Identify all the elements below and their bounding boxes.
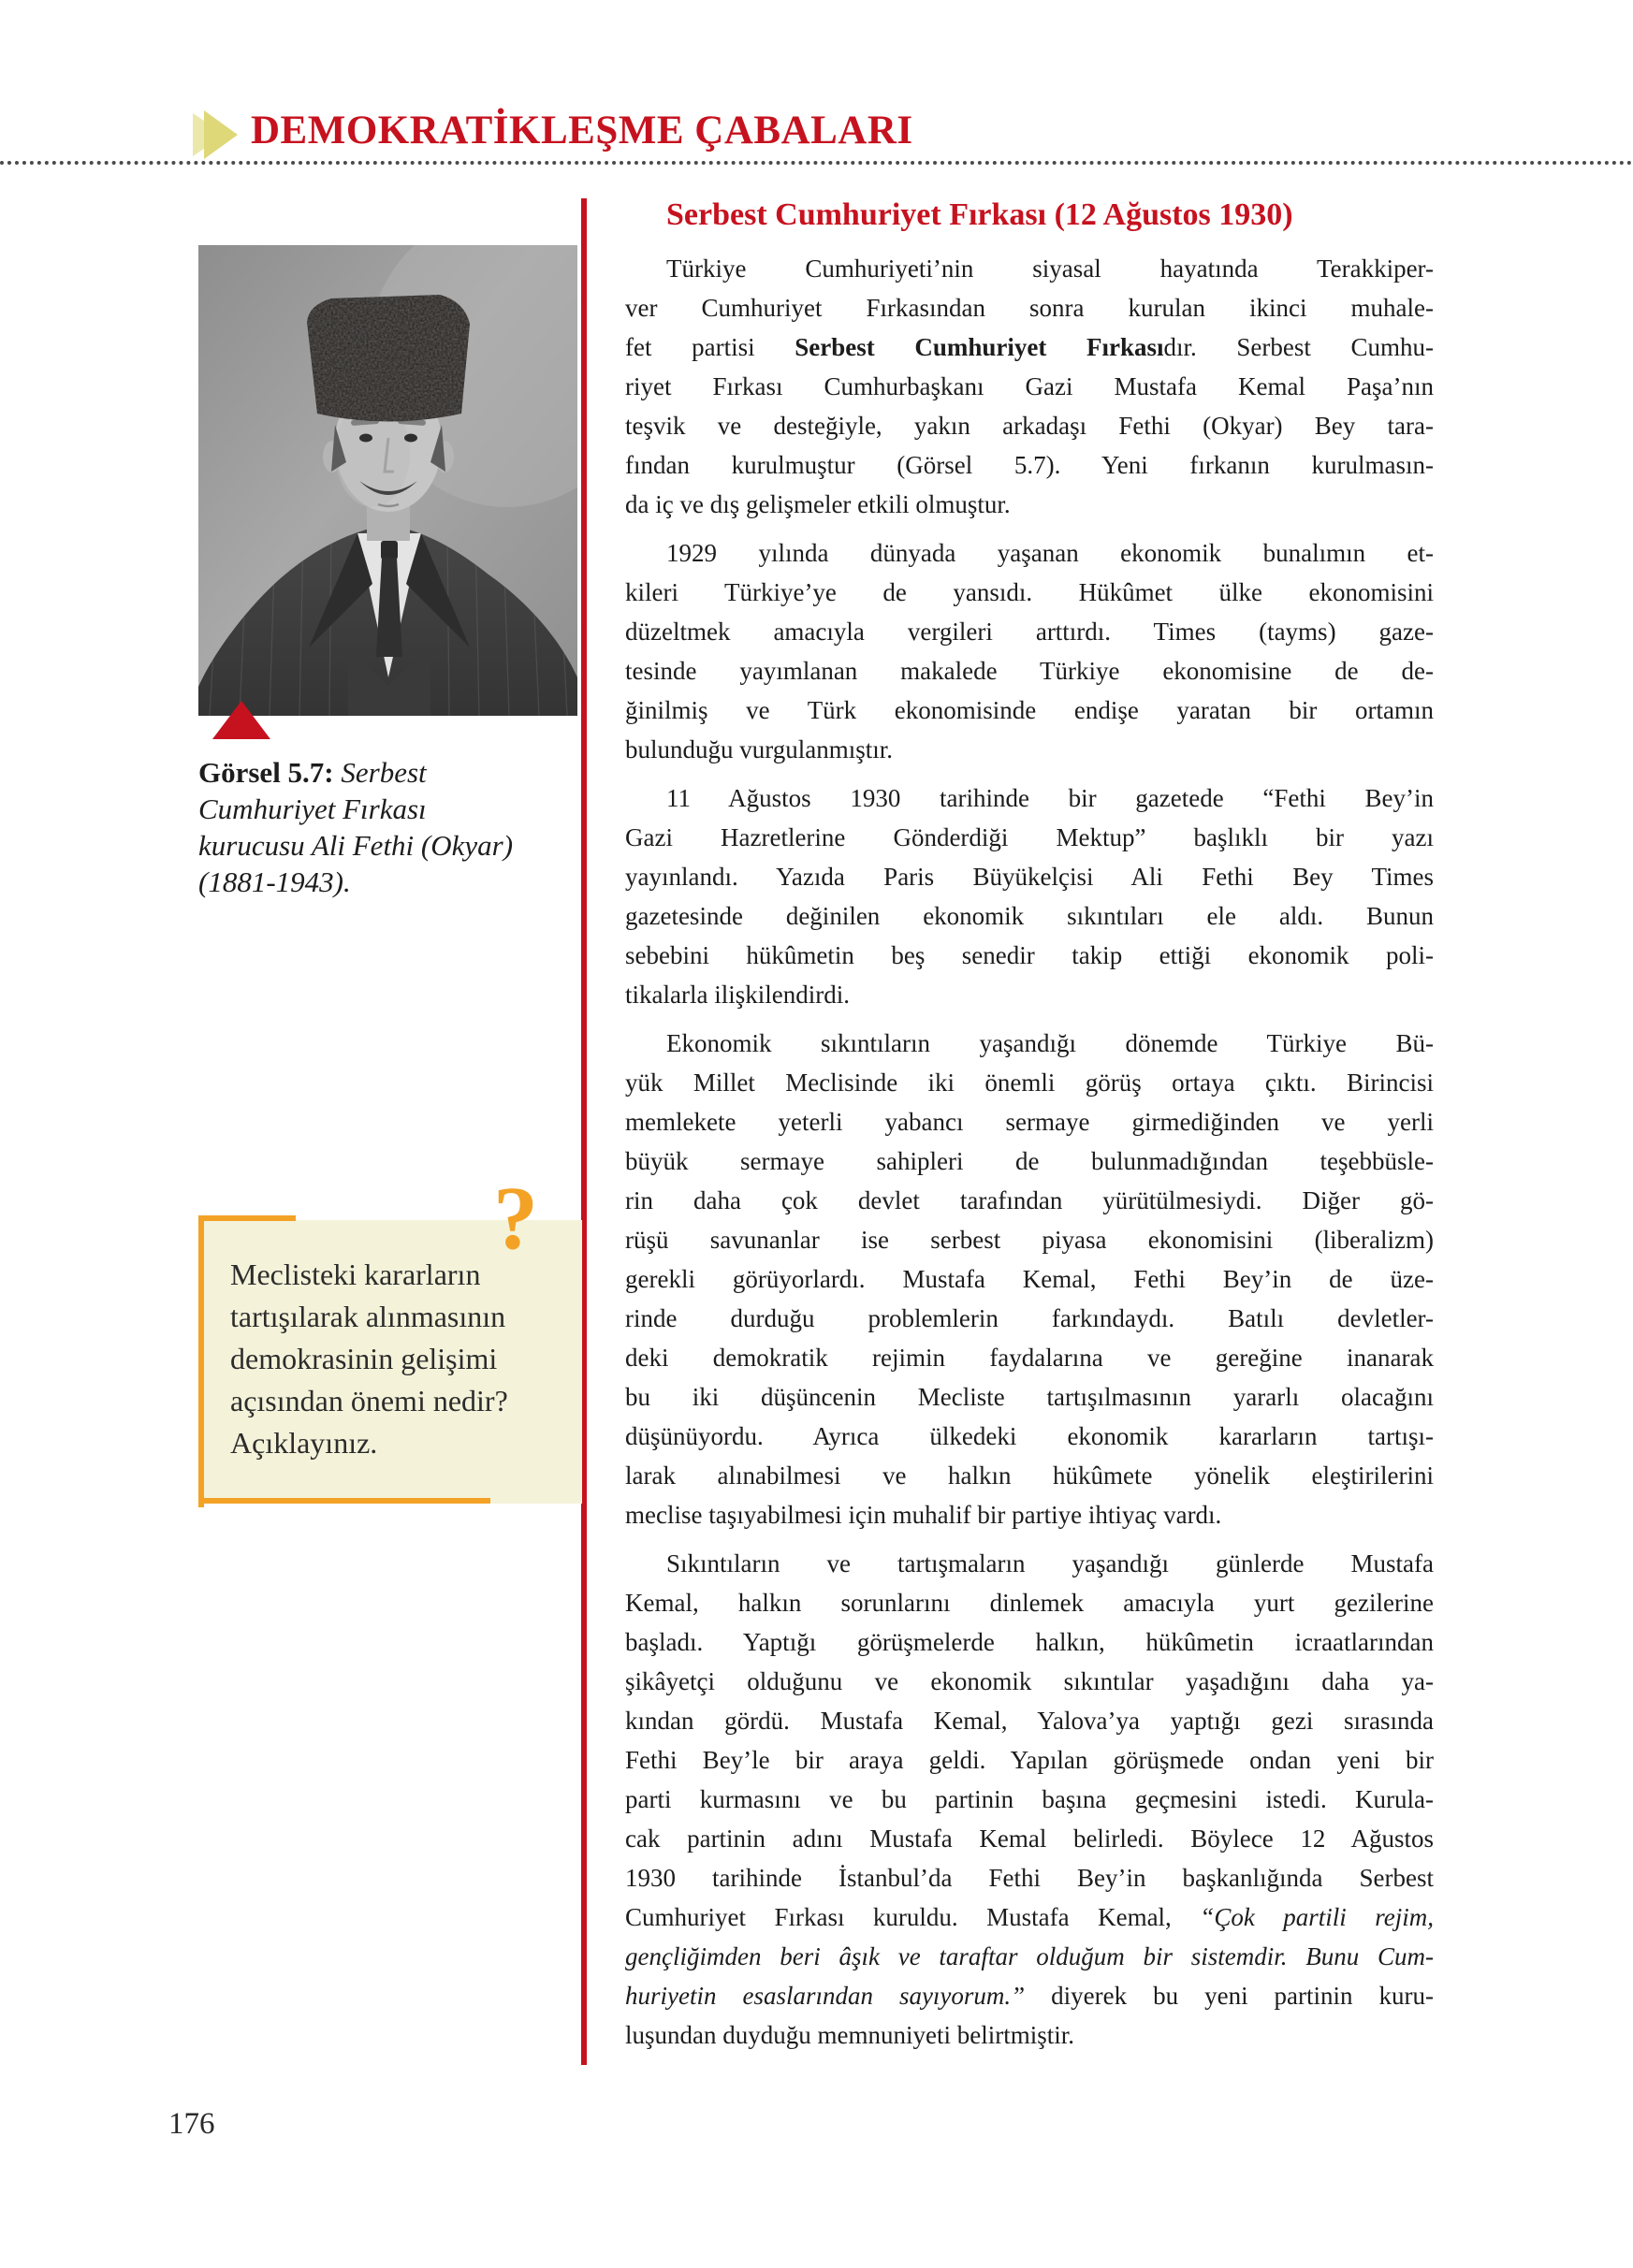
text-line: yayınlandı. Yazıda Paris Büyükelçisi Ali Fethi Bey Times xyxy=(625,863,1434,891)
text-line: kileri Türkiye’ye de yansıdı. Hükûmet ülke ekonomisini xyxy=(625,578,1434,606)
question-line: tartışılarak alınmasının xyxy=(230,1300,506,1333)
column-divider-rule xyxy=(581,198,587,2065)
article-column xyxy=(625,195,1434,2064)
text-line: ğinilmiş ve Türk ekonomisinde endişe yaratan bir ortamın xyxy=(625,696,1434,724)
text-line: başladı. Yaptığı görüşmelerde halkın, hükûmetin icraatlarından xyxy=(625,1628,1434,1656)
question-text xyxy=(230,1254,586,1464)
article-title: Serbest Cumhuriyet Fırkası (12 Ağustos 1930) xyxy=(666,197,1293,232)
caption-line: (1881-1943). xyxy=(198,865,351,898)
text-line: gençliğimden beri âşık ve taraftar olduğum bir sistemdir. Bunu Cum- xyxy=(625,1942,1434,1970)
article-paragraphs xyxy=(625,249,1434,2055)
text-line: büyük sermaye sahipleri de bulunmadığından teşebbüsle- xyxy=(625,1147,1434,1175)
question-box-border-left xyxy=(198,1215,204,1507)
text-line: gerekli görüyorlardı. Mustafa Kemal, Fethi Bey’in de üze- xyxy=(625,1265,1434,1293)
text-line: 1929 yılında dünyada yaşanan ekonomik bunalımın et- xyxy=(666,539,1434,567)
text-line: şikâyetçi olduğunu ve ekonomik sıkıntılar yaşadığını daha ya- xyxy=(625,1667,1434,1695)
text-line: yük Millet Meclisinde iki önemli görüş ortaya çıktı. Birincisi xyxy=(625,1069,1434,1097)
paragraph xyxy=(625,1024,1434,1534)
text-line: Türkiye Cumhuriyeti’nin siyasal hayatında Terakkiper- xyxy=(666,254,1434,283)
figure-marker-triangle-icon xyxy=(212,701,270,739)
text-line: luşundan duyduğu memnuniyeti belirtmiştir. xyxy=(625,2021,1074,2049)
paragraph xyxy=(625,778,1434,1014)
text-line: tikalarla ilişkilendirdi. xyxy=(625,981,850,1009)
text-line: 11 Ağustos 1930 tarihinde bir gazetede “Fethi Bey’in xyxy=(666,784,1434,812)
text-line: memlekete yeterli yabancı sermaye girmediğinden ve yerli xyxy=(625,1108,1434,1136)
text-line: Cumhuriyet Fırkası kuruldu. Mustafa Kemal, “Çok partili rejim, xyxy=(625,1903,1434,1931)
text-line: Ekonomik sıkıntıların yaşandığı dönemde Türkiye Bü- xyxy=(666,1029,1434,1057)
text-line: düşünüyordu. Ayrıca ülkedeki ekonomik kararların tartışı- xyxy=(625,1422,1434,1450)
text-line: teşvik ve desteğiyle, yakın arkadaşı Fethi (Okyar) Bey tara- xyxy=(625,412,1434,440)
text-line: deki demokratik rejimin faydalarına ve gereğine inanarak xyxy=(625,1344,1434,1372)
text-line: Kemal, halkın sorunlarını dinlemek amacıyla yurt gezilerine xyxy=(625,1589,1434,1617)
text-line: rüşü savunanlar ise serbest piyasa ekonomisini (liberalizm) xyxy=(625,1226,1434,1254)
text-line: fet partisi Serbest Cumhuriyet Fırkasıdır. Serbest Cumhu- xyxy=(625,333,1434,361)
caption-line: Görsel 5.7: Serbest xyxy=(198,756,427,789)
text-line: fından kurulmuştur (Görsel 5.7). Yeni fırkanın kurulmasın- xyxy=(625,451,1434,479)
question-line: açısından önemi nedir? xyxy=(230,1384,508,1418)
page-number: 176 xyxy=(168,2107,215,2141)
text-line: 1930 tarihinde İstanbul’da Fethi Bey’in başkanlığında Serbest xyxy=(625,1864,1434,1892)
text-line: tesinde yayımlanan makalede Türkiye ekonomisine de de- xyxy=(625,657,1434,685)
question-mark-icon: ? xyxy=(493,1168,538,1268)
text-line: bu iki düşüncenin Mecliste tartışılmasının yararlı olacağını xyxy=(625,1383,1434,1411)
text-line: riyet Fırkası Cumhurbaşkanı Gazi Mustafa Kemal Paşa’nın xyxy=(625,372,1434,400)
caption-line: Cumhuriyet Fırkası xyxy=(198,792,427,825)
text-line: kından gördü. Mustafa Kemal, Yalova’ya yaptığı gezi sırasında xyxy=(625,1707,1434,1735)
header-dotted-divider xyxy=(0,161,1633,165)
text-line: ver Cumhuriyet Fırkasından sonra kurulan ikinci muhale- xyxy=(625,294,1434,322)
text-line: düzeltmek amacıyla vergileri arttırdı. Times (tayms) gaze- xyxy=(625,618,1434,646)
portrait-photo xyxy=(198,245,577,716)
paragraph xyxy=(625,249,1434,524)
paragraph xyxy=(625,1544,1434,2055)
question-box-border-top xyxy=(198,1215,296,1221)
question-box-border-bottom xyxy=(198,1498,490,1504)
text-line: cak partinin adını Mustafa Kemal belirledi. Böylece 12 Ağustos xyxy=(625,1825,1434,1853)
text-line: huriyetin esaslarından sayıyorum.” diyerek bu yeni partinin kuru- xyxy=(625,1982,1434,2010)
question-line: Açıklayınız. xyxy=(230,1426,378,1460)
paragraph xyxy=(625,533,1434,769)
question-line: demokrasinin gelişimi xyxy=(230,1342,498,1375)
text-line: Fethi Bey’le bir araya geldi. Yapılan görüşmede ondan yeni bir xyxy=(625,1746,1434,1774)
text-line: Sıkıntıların ve tartışmaların yaşandığı günlerde Mustafa xyxy=(666,1549,1434,1577)
text-line: Gazi Hazretlerine Gönderdiği Mektup” başlıklı bir yazı xyxy=(625,823,1434,851)
text-line: rin daha çok devlet tarafından yürütülmesiydi. Diğer gö- xyxy=(625,1186,1434,1214)
header-arrow-icon xyxy=(193,110,241,159)
text-line: gazetesinde değinilen ekonomik sıkıntıları ele aldı. Bunun xyxy=(625,902,1434,930)
text-line: rinde durduğu problemlerin farkındaydı. Batılı devletler- xyxy=(625,1304,1434,1332)
caption-line: kurucusu Ali Fethi (Okyar) xyxy=(198,829,514,862)
text-line: sebebini hükûmetin beş senedir takip ettiği ekonomik poli- xyxy=(625,941,1434,969)
text-line: bulunduğu vurgulanmıştır. xyxy=(625,735,894,763)
text-line: meclise taşıyabilmesi için muhalif bir partiye ihtiyaç vardı. xyxy=(625,1501,1222,1529)
text-line: da iç ve dış gelişmeler etkili olmuştur. xyxy=(625,490,1011,518)
text-line: larak alınabilmesi ve halkın hükûmete yönelik eleştirilerini xyxy=(625,1461,1434,1490)
question-line: Meclisteki kararların xyxy=(230,1258,481,1291)
figure-caption xyxy=(198,754,591,900)
page-header-title: DEMOKRATİKLEŞME ÇABALARI xyxy=(251,109,913,153)
text-line: parti kurmasını ve bu partinin başına geçmesini istedi. Kurula- xyxy=(625,1785,1434,1813)
